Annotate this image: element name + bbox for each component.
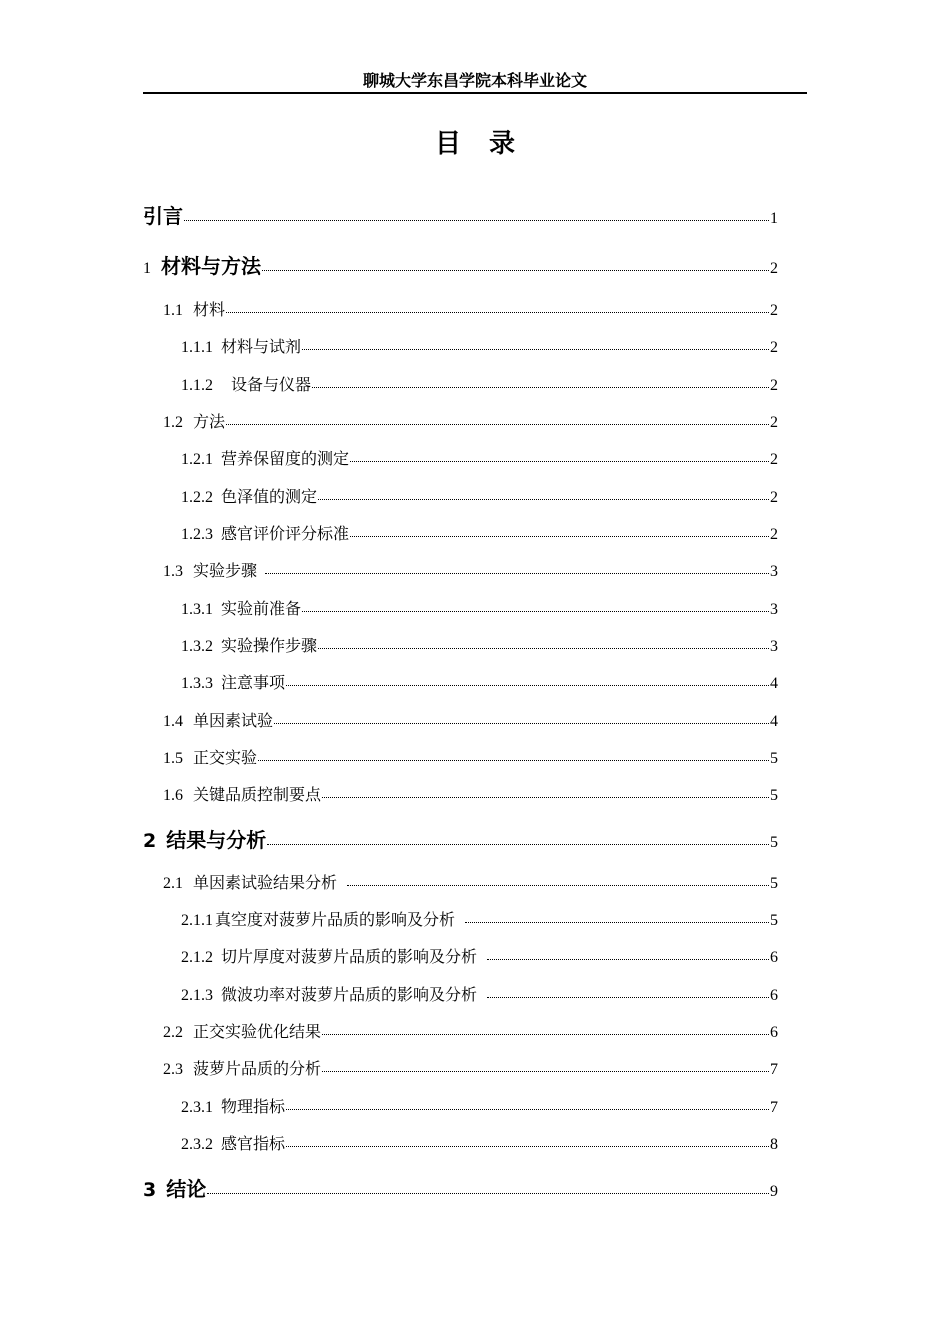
toc-page-number: 5 — [770, 912, 778, 929]
toc-leader — [312, 387, 769, 388]
toc-entry-number: 2.1.1 — [181, 912, 213, 929]
toc-entry-number: 2.1 — [163, 875, 183, 892]
toc-entry-number: 2 — [143, 830, 157, 852]
toc-entry-number: 1.1 — [163, 302, 183, 319]
toc-entry-1-6[interactable] — [163, 782, 778, 805]
toc-entry-text: 关键品质控制要点 — [193, 785, 322, 804]
toc-title: 目录 — [434, 129, 543, 159]
toc-entry-number: 2.3 — [163, 1061, 183, 1078]
toc-page-number: 4 — [770, 713, 778, 730]
toc-entry-text: 正交实验优化结果 — [193, 1022, 322, 1041]
toc-page-number: 9 — [770, 1183, 778, 1200]
toc-entry-1-2[interactable] — [163, 409, 778, 432]
toc-leader — [318, 648, 769, 649]
toc-leader — [258, 760, 769, 761]
toc-entry-text: 实验步骤 — [193, 561, 258, 580]
toc-entry-number: 1.2.2 — [181, 489, 213, 506]
toc-page-number: 2 — [770, 451, 778, 468]
toc-entry-number: 2.1.2 — [181, 949, 213, 966]
toc-page-number: 2 — [770, 377, 778, 394]
toc-entry-intro[interactable] — [143, 200, 778, 229]
toc-leader — [226, 424, 769, 425]
toc-entry-2-3-2[interactable] — [181, 1131, 778, 1154]
toc-entry-text: 材料与试剂 — [221, 337, 302, 356]
toc-entry-number: 1.3.1 — [181, 601, 213, 618]
toc-leader — [302, 349, 769, 350]
toc-entry-number: 1.3 — [163, 563, 183, 580]
toc-entry-number: 1.4 — [163, 713, 183, 730]
toc-page-number: 2 — [770, 339, 778, 356]
toc-entry-number: 1.3.3 — [181, 675, 213, 692]
toc-entry-text: 单因素试验结果分析 — [193, 873, 338, 892]
toc-page-number: 4 — [770, 675, 778, 692]
toc-page-number: 2 — [770, 526, 778, 543]
toc-leader — [265, 573, 769, 574]
toc-entry-number: 1.2.1 — [181, 451, 213, 468]
toc-entry-1-2-1[interactable] — [181, 446, 778, 469]
toc-entry-text: 结论 — [166, 1177, 207, 1201]
toc-leader — [226, 312, 769, 313]
toc-page-number: 3 — [770, 638, 778, 655]
toc-entry-1-3-2[interactable] — [181, 633, 778, 656]
toc-entry-1-5[interactable] — [163, 745, 778, 768]
toc-leader — [487, 997, 769, 998]
toc-entry-1-3-1[interactable] — [181, 596, 778, 619]
toc-leader — [286, 685, 769, 686]
toc-entry-text: 菠萝片品质的分析 — [193, 1059, 322, 1078]
toc-entry-number: 1.1.1 — [181, 339, 213, 356]
toc-entry-text: 色泽值的测定 — [221, 487, 318, 506]
toc-entry-text: 切片厚度对菠萝片品质的影响及分析 — [221, 947, 478, 966]
toc-leader — [318, 499, 769, 500]
toc-entry-1-4[interactable] — [163, 708, 778, 731]
toc-page-number: 6 — [770, 1024, 778, 1041]
toc-page-number: 7 — [770, 1099, 778, 1116]
toc-entry-1-1[interactable] — [163, 297, 778, 320]
toc-page-number: 3 — [770, 563, 778, 580]
toc-entry-text: 实验前准备 — [221, 599, 302, 618]
toc-leader — [322, 1071, 769, 1072]
toc-page-number: 5 — [770, 787, 778, 804]
toc-entry-2-3-1[interactable] — [181, 1094, 778, 1117]
toc-page-number: 2 — [770, 260, 778, 277]
toc-entry-text: 结果与分析 — [166, 828, 267, 852]
toc-entry-number: 1.5 — [163, 750, 183, 767]
toc-entry-1[interactable] — [143, 250, 778, 279]
toc-entry-text: 设备与仪器 — [231, 375, 312, 394]
toc-leader — [274, 723, 769, 724]
toc-entry-number: 2.2 — [163, 1024, 183, 1041]
toc-page-number: 6 — [770, 949, 778, 966]
toc-entry-2[interactable] — [143, 824, 778, 853]
toc-entry-text: 真空度对菠萝片品质的影响及分析 — [215, 910, 456, 929]
toc-entry-text: 引言 — [143, 204, 183, 228]
toc-entry-number: 1.1.2 — [181, 377, 213, 394]
toc-page-number: 7 — [770, 1061, 778, 1078]
toc-page-number: 5 — [770, 834, 778, 851]
header-rule — [143, 92, 807, 94]
toc-entry-2-1-3[interactable] — [181, 982, 778, 1005]
toc-entry-number: 1.2 — [163, 414, 183, 431]
toc-entry-2-1[interactable] — [163, 870, 778, 893]
toc-entry-text: 正交实验 — [193, 748, 258, 767]
toc-entry-text: 感官指标 — [221, 1134, 286, 1153]
toc-entry-1-1-1[interactable] — [181, 334, 778, 357]
toc-entry-2-1-1[interactable] — [181, 907, 778, 930]
toc-page-number: 1 — [770, 210, 778, 227]
toc-leader — [487, 959, 769, 960]
toc-entry-text: 感官评价评分标准 — [221, 524, 350, 543]
toc-leader — [322, 1034, 769, 1035]
toc-entry-2-3[interactable] — [163, 1056, 778, 1079]
toc-entry-1-2-2[interactable] — [181, 484, 778, 507]
toc-entry-1-3-3[interactable] — [181, 670, 778, 693]
toc-entry-text: 方法 — [193, 412, 226, 431]
toc-entry-text: 营养保留度的测定 — [221, 449, 350, 468]
toc-entry-text: 注意事项 — [221, 673, 286, 692]
toc-entry-number: 3 — [143, 1179, 157, 1201]
toc-leader — [286, 1146, 769, 1147]
toc-entry-number: 1.2.3 — [181, 526, 213, 543]
toc-leader — [350, 536, 769, 537]
toc-leader — [267, 844, 769, 845]
toc-entry-number: 2.3.1 — [181, 1099, 213, 1116]
toc-page-number: 8 — [770, 1136, 778, 1153]
toc-page-number: 2 — [770, 302, 778, 319]
toc-entry-3[interactable] — [143, 1173, 778, 1202]
toc-entry-1-3[interactable] — [163, 558, 778, 581]
toc-entry-2-1-2[interactable] — [181, 944, 778, 967]
page-header-title: 聊城大学东昌学院本科毕业论文 — [362, 71, 587, 90]
toc-leader — [465, 922, 769, 923]
toc-leader — [286, 1109, 769, 1110]
toc-leader — [302, 611, 769, 612]
toc-entry-number: 1.6 — [163, 787, 183, 804]
toc-entry-text: 微波功率对菠萝片品质的影响及分析 — [221, 985, 478, 1004]
toc-entry-number: 1 — [143, 260, 151, 277]
toc-entry-1-2-3[interactable] — [181, 521, 778, 544]
toc-leader — [184, 220, 769, 221]
toc-page-number: 2 — [770, 489, 778, 506]
toc-leader — [350, 461, 769, 462]
toc-leader — [207, 1193, 769, 1194]
toc-entry-2-2[interactable] — [163, 1019, 778, 1042]
toc-page-number: 2 — [770, 414, 778, 431]
toc-entry-text: 材料 — [193, 300, 226, 319]
toc-leader — [322, 797, 769, 798]
toc-leader — [262, 270, 769, 271]
toc-page-number: 5 — [770, 750, 778, 767]
toc-entry-text: 物理指标 — [221, 1097, 286, 1116]
toc-page-number: 5 — [770, 875, 778, 892]
toc-entry-text: 单因素试验 — [193, 711, 274, 730]
toc-entry-number: 2.3.2 — [181, 1136, 213, 1153]
toc-page-number: 6 — [770, 987, 778, 1004]
toc-entry-1-1-2[interactable] — [181, 372, 778, 395]
toc-entry-number: 2.1.3 — [181, 987, 213, 1004]
toc-page-number: 3 — [770, 601, 778, 618]
toc-entry-text: 实验操作步骤 — [221, 636, 318, 655]
toc-entry-text: 材料与方法 — [161, 254, 261, 278]
toc-entry-number: 1.3.2 — [181, 638, 213, 655]
toc-leader — [347, 885, 769, 886]
